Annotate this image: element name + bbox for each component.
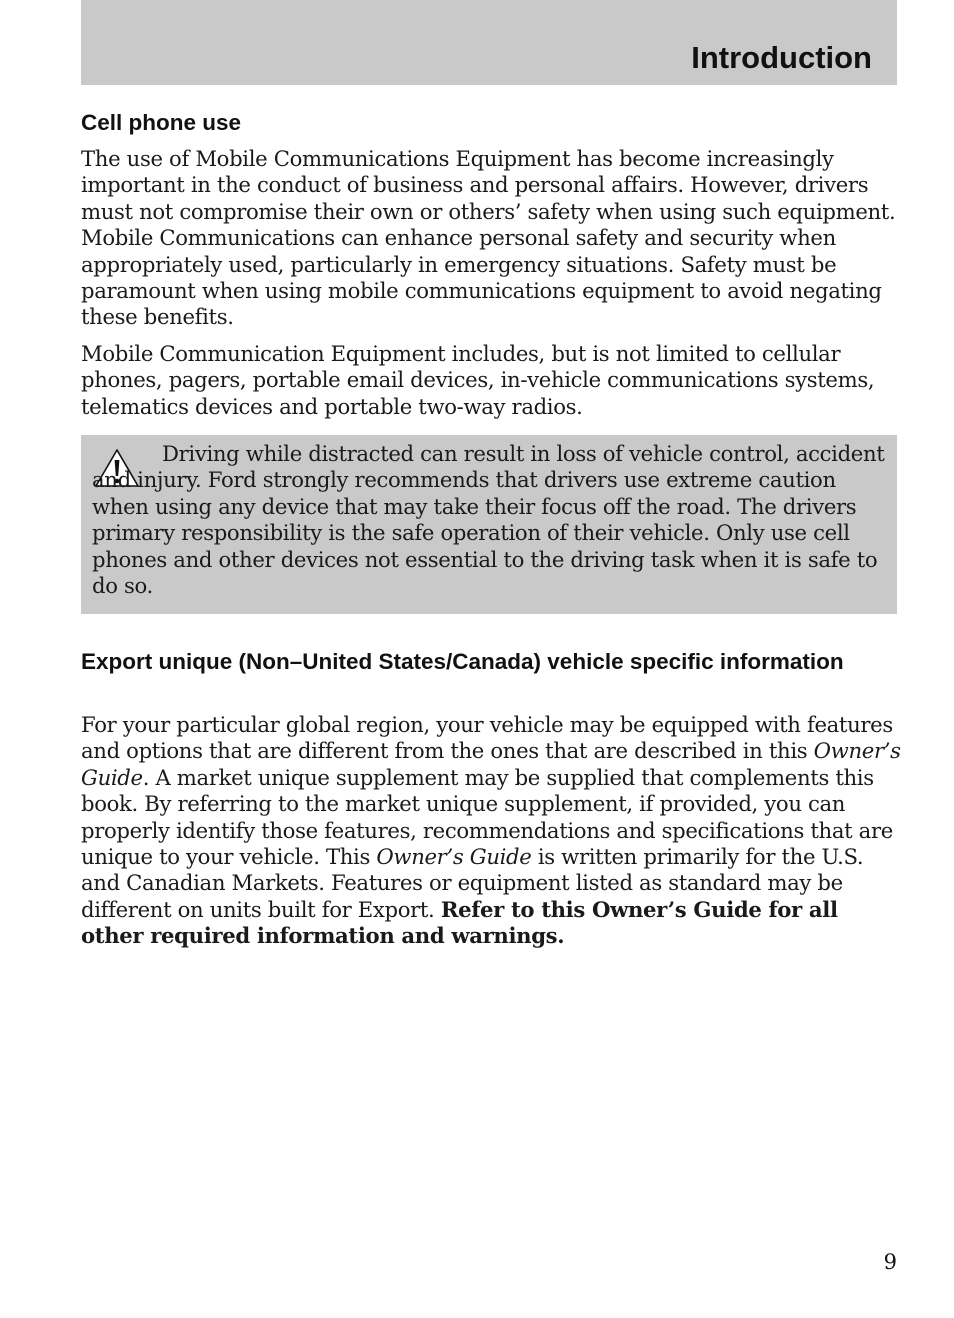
owners-guide-italic-2: Owner’s Guide — [376, 844, 532, 870]
warning-text: Driving while distracted can result in loss of vehicle control, accident and injury. Ford strongly recommends that drivers use extreme caution when using any device that may take their focus off the road. The drivers primary responsibility is the safe operation of their vehicle. Only use cell phones and other devices not essential to the driving task when it is safe to do so. — [92, 441, 885, 599]
section-title-cell-phone: Cell phone use — [81, 110, 242, 135]
paragraph-cell-phone-intro: The use of Mobile Communications Equipment has become increasingly important in the conduct of business and personal affairs. However, drivers must not compromise their own or others’ safety when using such equipment. Mobile Communications can enhance personal safety and security when appropriately used, particularly in emergency situations. Safety must be paramount when using mobile communications equipment to avoid negating these benefits. — [81, 146, 896, 330]
page-header-band — [81, 0, 897, 85]
paragraph-equipment-list: Mobile Communication Equipment includes, but is not limited to cellular phones, pagers, portable email devices, in-vehicle communications systems, telematics devices and portable two-way radios. — [81, 341, 875, 419]
page-title: Introduction — [691, 40, 872, 75]
section-title-export: Export unique (Non–United States/Canada) vehicle specific information — [81, 649, 844, 674]
warning-box — [81, 435, 897, 614]
export-text-part1: For your particular global region, your vehicle may be equipped with features and options that are different from the ones that are described in this — [81, 712, 893, 764]
export-text-part2: . A market unique supplement may be supplied that complements this book. By referring to the market unique supplement, if provided, you can properly identify those features, recommendations and specifications that are unique to your vehicle. This — [81, 764, 893, 870]
export-text-part3: is written primarily for the U.S. and Canadian Markets. Features or equipment listed as standard may be different on units built for Export. — [81, 844, 864, 922]
owners-guide-italic-1: Owner’s Guide — [81, 738, 901, 790]
export-bold-warning: Refer to this Owner’s Guide for all other required information and warnings. — [81, 896, 838, 949]
page-number: 9 — [883, 1250, 897, 1274]
paragraph-export-info — [81, 712, 903, 950]
